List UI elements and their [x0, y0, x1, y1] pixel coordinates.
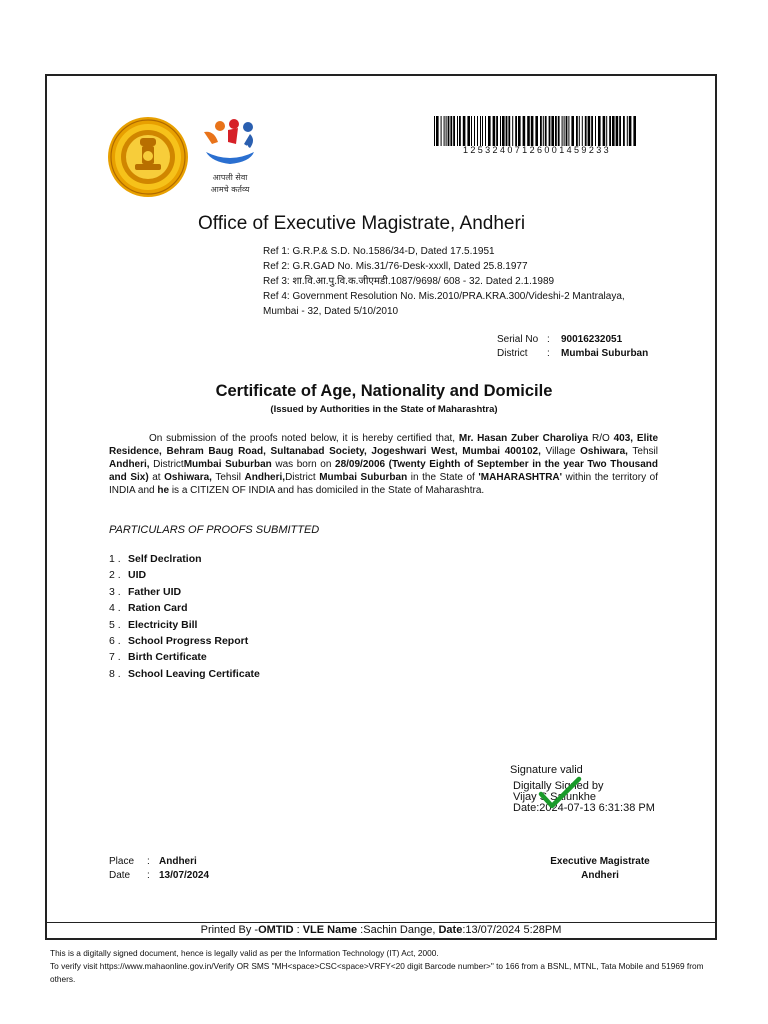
barcode-bar — [562, 116, 563, 146]
list-item — [109, 666, 260, 682]
barcode-bar — [518, 116, 521, 146]
body-text: at — [152, 472, 161, 483]
list-item — [109, 584, 260, 600]
item-text: Birth Certificate — [128, 651, 207, 664]
barcode-bar — [555, 116, 557, 146]
item-number: 2 . — [109, 569, 121, 582]
signer-name: Vijay S Salunkhe — [513, 791, 596, 803]
barcode-bar — [453, 116, 455, 146]
barcode-bar — [588, 116, 591, 146]
serial-block — [497, 333, 648, 361]
barcode-bar — [450, 116, 452, 146]
list-item — [109, 567, 260, 583]
applicant-name: Mr. Hasan Zuber Charoliya — [458, 433, 589, 444]
proofs-heading: PARTICULARS OF PROOFS SUBMITTED — [109, 524, 320, 536]
printed-text: Printed By - — [200, 924, 259, 936]
barcode-bar — [506, 116, 508, 146]
barcode-bar — [474, 116, 475, 146]
barcode-bar — [606, 116, 607, 146]
date-label: Date — [109, 870, 131, 881]
barcode-bar — [467, 116, 470, 146]
magistrate-location: Andheri — [581, 870, 619, 881]
barcode-bar — [576, 116, 578, 146]
barcode-bar — [496, 116, 498, 146]
body-text: District — [285, 472, 316, 483]
barcode-bar — [448, 116, 450, 146]
body-text: within the territory of INDIA and — [109, 472, 658, 496]
barcode-bar — [457, 116, 458, 146]
barcode-bar — [471, 116, 472, 146]
digital-signature[interactable] — [513, 781, 655, 814]
item-number: 3 . — [109, 585, 121, 598]
applicant-address: 403, Elite Residence, Behram Baug Road, Sultanabad Society, Jogeshwari West, Mumbai 400102, — [109, 433, 659, 457]
barcode-bar — [502, 116, 505, 146]
item-number: 1 . — [109, 553, 121, 565]
barcode-bar — [485, 116, 486, 146]
barcode-bar — [482, 116, 483, 146]
barcode-bar — [566, 116, 568, 146]
serial-value: 90016232051 — [561, 334, 623, 345]
body-text: in the State of — [410, 472, 475, 483]
barcode-bar — [527, 116, 530, 146]
item-text: Electricity Bill — [128, 618, 198, 631]
district-value: Mumbai Suburban — [561, 348, 649, 359]
barcode-bar — [535, 116, 538, 146]
aapli-seva-logo-icon — [198, 118, 262, 198]
item-number: 5 . — [109, 618, 121, 631]
separator: : — [147, 856, 150, 867]
ref-4: Ref 4: Government Resolution No. Mis.2010/PRA.KRA.300/Videshi-2 Mantralaya, — [263, 291, 625, 302]
body-text: is a CITIZEN OF INDIA and has domiciled in the State of Maharashtra. — [171, 485, 485, 496]
barcode-bar — [623, 116, 625, 146]
certificate-body — [109, 432, 658, 497]
barcode-bar — [585, 116, 587, 146]
list-item — [109, 633, 260, 649]
district: Mumbai Suburban — [183, 459, 272, 470]
serial-label: Serial No — [497, 334, 539, 345]
barcode-bar — [531, 116, 534, 146]
footer-line: To verify visit https://www.mahaonline.gov.in/Verify OR SMS "MH<space>CSC<space>VRFY<20 digit Barcode number>" to 166 from a BSNL, MTNL, Tata Mobile and 51969 from others. — [50, 961, 704, 984]
barcode-bar — [629, 116, 632, 146]
barcode-bar — [500, 116, 501, 146]
list-item — [109, 617, 260, 633]
barcode-number: 12532407126001459233 — [462, 145, 612, 155]
barcode — [434, 116, 640, 146]
barcode-bar — [515, 116, 517, 146]
item-number: 7 . — [109, 651, 121, 664]
body-text: Tehsil — [632, 446, 658, 457]
item-text: School Progress Report — [128, 634, 249, 647]
item-number: 8 . — [109, 667, 121, 680]
barcode-bar — [549, 116, 551, 146]
barcode-bar — [488, 116, 491, 146]
ref-1: Ref 1: G.R.P.& S.D. No.1586/34-D, Dated 17.5.1951 — [263, 246, 495, 257]
barcode-bar — [446, 116, 447, 146]
separator: : — [547, 348, 550, 359]
barcode-bar — [444, 116, 445, 146]
printed-text: :13/07/2024 5:28PM — [462, 924, 562, 936]
footer-line: This is a digitally signed document, hence is legally valid as per the Information Technology (IT) Act, 2000. — [50, 948, 439, 958]
barcode-bar — [571, 116, 574, 146]
barcode-bar — [568, 116, 569, 146]
village: Oshiwara, — [580, 446, 628, 457]
date-value: 13/07/2024 — [159, 870, 210, 881]
proofs-list — [109, 551, 260, 682]
barcode-bar — [543, 116, 544, 146]
item-text: Self Declration — [128, 553, 202, 565]
barcode-bar — [545, 116, 547, 146]
barcode-bar — [616, 116, 619, 146]
barcode-bar — [579, 116, 580, 146]
barcode-bar — [627, 116, 628, 146]
signature-valid-label: Signature valid — [510, 764, 583, 776]
printed-text: : — [293, 924, 303, 936]
list-item — [109, 600, 260, 616]
place-label: Place — [109, 856, 135, 867]
birth-district: Mumbai Suburban — [319, 472, 408, 483]
body-text: R/O — [592, 433, 610, 444]
barcode-bar — [459, 116, 461, 146]
item-number: 6 . — [109, 634, 121, 647]
barcode-bar — [493, 116, 496, 146]
svg-text:आमचे कर्तव्य: आमचे कर्तव्य — [210, 185, 250, 194]
date-of-birth: 28/09/2006 (Twenty Eighth of September in the year Two Thousand and Six) — [109, 459, 659, 483]
list-item — [109, 551, 260, 567]
ref-3: Ref 3: शा.वि.आ.पु.वि.क.जीएमडी.1087/9698/ 608 - 32. Dated 2.1.1989 — [263, 276, 555, 287]
office-title: Office of Executive Magistrate, Andheri — [198, 213, 526, 234]
barcode-bar — [612, 116, 615, 146]
barcode-bar — [434, 116, 435, 146]
date-label: Date — [438, 924, 463, 936]
barcode-bar — [540, 116, 542, 146]
barcode-bar — [508, 116, 510, 146]
birth-place: Oshiwara, — [164, 472, 212, 483]
magistrate-block — [530, 855, 670, 883]
barcode-bar — [609, 116, 611, 146]
item-text: Father UID — [128, 585, 182, 598]
barcode-bar — [480, 116, 481, 146]
signature-line: Digitally Signed by — [513, 780, 604, 792]
barcode-bar — [551, 116, 554, 146]
barcode-bar — [595, 116, 596, 146]
body-text: Village — [545, 446, 576, 457]
printed-by-line — [45, 924, 717, 936]
barcode-bar — [441, 116, 442, 146]
item-number: 4 . — [109, 602, 121, 615]
omtid-label: OMTID — [258, 924, 294, 936]
barcode-bar — [436, 116, 439, 146]
tehsil: Andheri, — [109, 459, 150, 470]
signature-date: Date:2024-07-13 6:31:38 PM — [513, 802, 655, 814]
place-value: Andheri — [159, 856, 197, 867]
certificate-title: Certificate of Age, Nationality and Domicile — [215, 382, 553, 400]
svg-text:आपली सेवा: आपली सेवा — [212, 173, 248, 182]
body-text: Tehsil — [215, 472, 241, 483]
separator: : — [547, 334, 550, 345]
item-text: Ration Card — [128, 602, 188, 615]
barcode-bar — [619, 116, 621, 146]
printed-text: :Sachin Dange, — [357, 924, 439, 936]
check-mark-icon — [538, 776, 582, 810]
barcode-bar — [633, 116, 636, 146]
barcode-bar — [591, 116, 593, 146]
vle-label: VLE Name — [302, 924, 358, 936]
item-text: UID — [128, 569, 147, 582]
footer-note — [50, 947, 730, 986]
separator: : — [147, 870, 150, 881]
ref-4-continued: Mumbai - 32, Dated 5/10/2010 — [263, 306, 399, 317]
reference-list — [263, 244, 693, 319]
magistrate-title: Executive Magistrate — [550, 856, 650, 867]
barcode-bar — [598, 116, 601, 146]
divider — [45, 922, 717, 923]
barcode-bar — [523, 116, 526, 146]
barcode-bar — [477, 116, 478, 146]
barcode-bar — [582, 116, 583, 146]
body-text: was born on — [275, 459, 332, 470]
ref-2: Ref 2: G.R.GAD No. Mis.31/76-Desk-xxxll, Dated 25.8.1977 — [263, 261, 528, 272]
item-text: School Leaving Certificate — [128, 667, 260, 680]
barcode-bar — [603, 116, 606, 146]
maharashtra-emblem-icon — [107, 116, 189, 198]
state: 'MAHARASHTRA' — [478, 472, 563, 483]
barcode-bar — [512, 116, 513, 146]
barcode-bar — [558, 116, 560, 146]
district-label: District — [497, 348, 528, 359]
place-date-block — [109, 855, 209, 883]
birth-tehsil: Andheri, — [244, 472, 286, 483]
pronoun: he — [157, 485, 170, 496]
barcode-bar — [463, 116, 466, 146]
body-text: On submission of the proofs noted below, it is hereby certified that, — [149, 433, 456, 444]
certificate-subtitle: (Issued by Authorities in the State of Maharashtra) — [270, 404, 498, 415]
body-text: District — [153, 459, 184, 470]
barcode-bar — [564, 116, 565, 146]
list-item — [109, 649, 260, 665]
